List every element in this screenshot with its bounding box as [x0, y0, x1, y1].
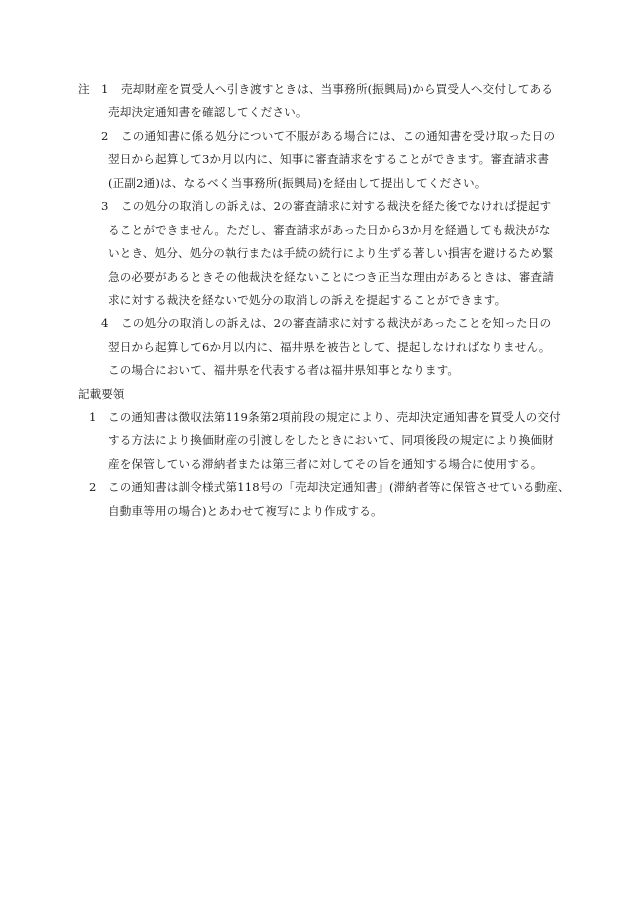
- instruction-text-line: する方法により換価財産の引渡しをしたときにおいて、同項後段の規定により換価財: [108, 433, 555, 447]
- instruction-text-line: 自動車等用の場合)とあわせて複写により作成する。: [108, 504, 383, 518]
- note-number: 4: [101, 316, 109, 330]
- note-text-line: 売却財産を買受人へ引き渡すときは、当事務所(振興局)から買受人へ交付してある: [121, 82, 554, 96]
- note-text-line: この処分の取消しの訴えは、2の審査請求に対する裁決があったことを知った日の: [121, 316, 552, 330]
- instruction-text-line: 産を保管している滞納者または第三者に対してその旨を通知する場合に使用する。: [108, 457, 543, 471]
- note-text-line: (正副2通)は、なるべく当事務所(振興局)を経由して提出してください。: [108, 176, 487, 190]
- note-text-line: 求に対する裁決を経ないで処分の取消しの訴えを提起することができます。: [108, 293, 507, 307]
- note-text-line: いとき、処分、処分の執行または手続の続行により生ずる著しい損害を避けるため緊: [108, 246, 554, 260]
- instruction-text-line: この通知書は徴収法第119条第2項前段の規定により、売却決定通知書を買受人の交付: [108, 410, 561, 424]
- note-number: 2: [101, 129, 109, 143]
- instruction-number: 1: [89, 410, 97, 424]
- note-text-line: この通知書に係る処分について不服がある場合には、この通知書を受け取った日の: [121, 129, 556, 143]
- note-text-line: 急の必要があるときその他裁決を経ないことにつき正当な理由があるときは、審査請: [108, 270, 555, 284]
- note-text-line: 翌日から起算して6か月以内に、福井県を被告として、提起しなければなりません。: [108, 340, 551, 354]
- note-number: 3: [101, 199, 109, 213]
- note-text-line: ることができません。ただし、審査請求があった日から3か月を経過しても裁決がな: [108, 223, 551, 237]
- instruction-number: 2: [89, 480, 97, 494]
- note-text-line: 売却決定通知書を確認してください。: [108, 105, 308, 119]
- note-number: 1: [101, 82, 109, 96]
- instruction-text-line: この通知書は訓令様式第118号の「売却決定通知書」(滞納者等に保管させている動産、: [108, 480, 570, 494]
- instructions-heading: 記載要領: [78, 387, 125, 401]
- note-text-line: この処分の取消しの訴えは、2の審査請求に対する裁決を経た後でなければ提起す: [121, 199, 552, 213]
- notes-heading: 注: [78, 82, 90, 96]
- note-text-line: この場合において、福井県を代表する者は福井県知事となります。: [108, 363, 460, 377]
- note-text-line: 翌日から起算して3か月以内に、知事に審査請求をすることができます。審査請求書: [108, 152, 550, 166]
